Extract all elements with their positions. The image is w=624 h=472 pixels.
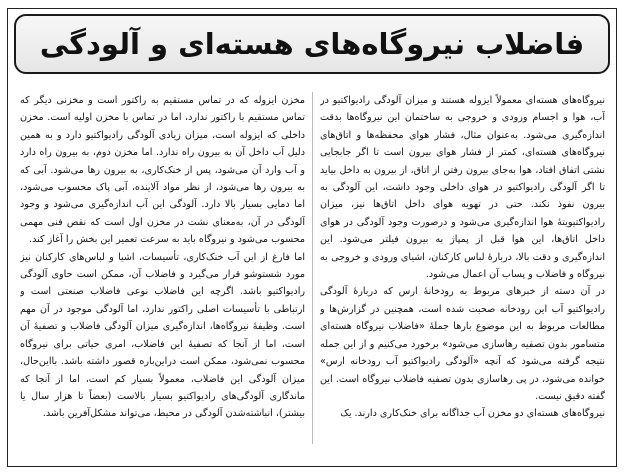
text-column-right (320, 92, 605, 444)
article-title: فاضلاب نیروگاه‌های هسته‌ای و آلودگی (39, 27, 585, 61)
paragraph: در آن دسته از خبرهای مربوط به رودخانهٔ ارس که دربارهٔ آلودگی رادیواکتیو آب این رودخانه صحبت شده است، همچنین در گزارش‌ها و مطالعات مربوط به این موضوع بارها جملهٔ «فاضلاب نیروگاه هسته‌ای متسامور بدون تصفیه رهاسازی می‌شود» برخورد می‌کنیم و از این جمله نتیجه گرفته می‌شود که آنچه «آلودگی رادیواکتیو آب رودخانه ارس» خوانده می‌شود، در پی رهاسازی بدون تصفیه فاضلاب نیروگاه است. این گفته دقیق نیست. (320, 286, 605, 402)
paragraph: نیروگاه‌های هسته‌ای دو مخزن آب جداگانه برای خنک‌کاری دارند. یک (340, 408, 605, 420)
text-column-left (20, 92, 305, 444)
paragraph: نیروگاه‌های هسته‌ای معمولاً ایزوله هستند و میزان آلودگی رادیواکتیو در آب، هوا و اجسام ورودی و خروجی به ساختمان این نیروگاه‌ها بدقت اندازه‌گیری می‌شود. به‌عنوان مثال، فشار هوای محفظه‌ها و اتاق‌های نیروگاه‌های هسته‌ای، کمتر از فشار هوای بیرون است تا اگر جابجایی نشتی اتفاق افتاد، هوا به‌جای بیرون رفتن از اتاق، از بیرون به داخل بیاید تا اگر آلودگی رادیواکتیو در هوای داخلی وجود داشت، این آلودگی به بیرون نفوذ نکند. حتی در تهویه هوای داخل اتاق‌ها نیز، میزان رادیواکتیویتهٔ هوا اندازه‌گیری می‌شود و درصورت وجود آلودگی در هوای داخل اتاق‌ها، این هوا قبل از پمپاژ به بیرون فیلتر می‌شود. این اندازه‌گیری و دقت بالا، دربارهٔ لباس کارکنان، اشیای ورودی و خروجی به نیروگاه و فاضلاب و پساب آن اعمال می‌شود. (320, 95, 605, 281)
paragraph: مخزن ایزوله که در تماس مستقیم به راکتور است و مخزنی دیگر که تماس مستقیم با راکتور ندارد، اما در تماس با مخزن اولیه است. مخزن داخلی که ایزوله است، میزان زیادی آلودگی رادیواکتیو دارد و به همین دلیل آب داخل آن به بیرون راه ندارد. اما مخزن دوم، به بیرون راه دارد و آب وارد آن می‌شود، پس از خنک‌کاری، به بیرون رها می‌شود. آبی که به بیرون رها می‌شود، از نظر مواد آلاینده، آبی پاک محسوب می‌شود، اما دمایی بسیار بالا دارد. آلودگی این آب اندازه‌گیری می‌شود و وجود آلودگی در آن، به‌معنای نشت در مخزن اول است که نقص فنی مهمی محسوب می‌شود و نیروگاه باید به سرعت تعمیر این بخش را آغاز کند. (20, 95, 305, 246)
paragraph: اما فارغ از این آب خنک‌کاری، تأسیسات، اشیا و لباس‌های کارکنان نیز مورد شستوشو قرار می‌گیرد و فاضلاب آن، ممکن است حاوی آلودگی رادیواکتیو باشد. اگرچه این فاضلاب نوعی فاضلاب صنعتی است و ارتباطی با تأسیسات اصلی راکتور ندارد، اما آلودگی موجود در آن مهم است. وظیفهٔ نیروگاه‌ها، اندازه‌گیری میزان آلودگی فاضلاب و تصفیهٔ آن است، اما از آنجا که تصفیهٔ این فاضلاب، امری حیاتی برای نیروگاه محسوب نمی‌شود، ممکن است دراین‌باره قصور داشته باشد. بااین‌حال، میزان آلودگی این فاضلاب، معمولاً بسیار کم است، اما از آنجا که ماندگاری آلودگی‌های رادیواکتیو بسیار بالاست (بعضاً تا هزار سال یا بیشتر)، انباشته‌شدن آلودگی در محیط، می‌تواند مشکل‌آفرین باشد. (20, 251, 305, 420)
headline-box (14, 14, 610, 74)
column-divider (312, 92, 313, 444)
